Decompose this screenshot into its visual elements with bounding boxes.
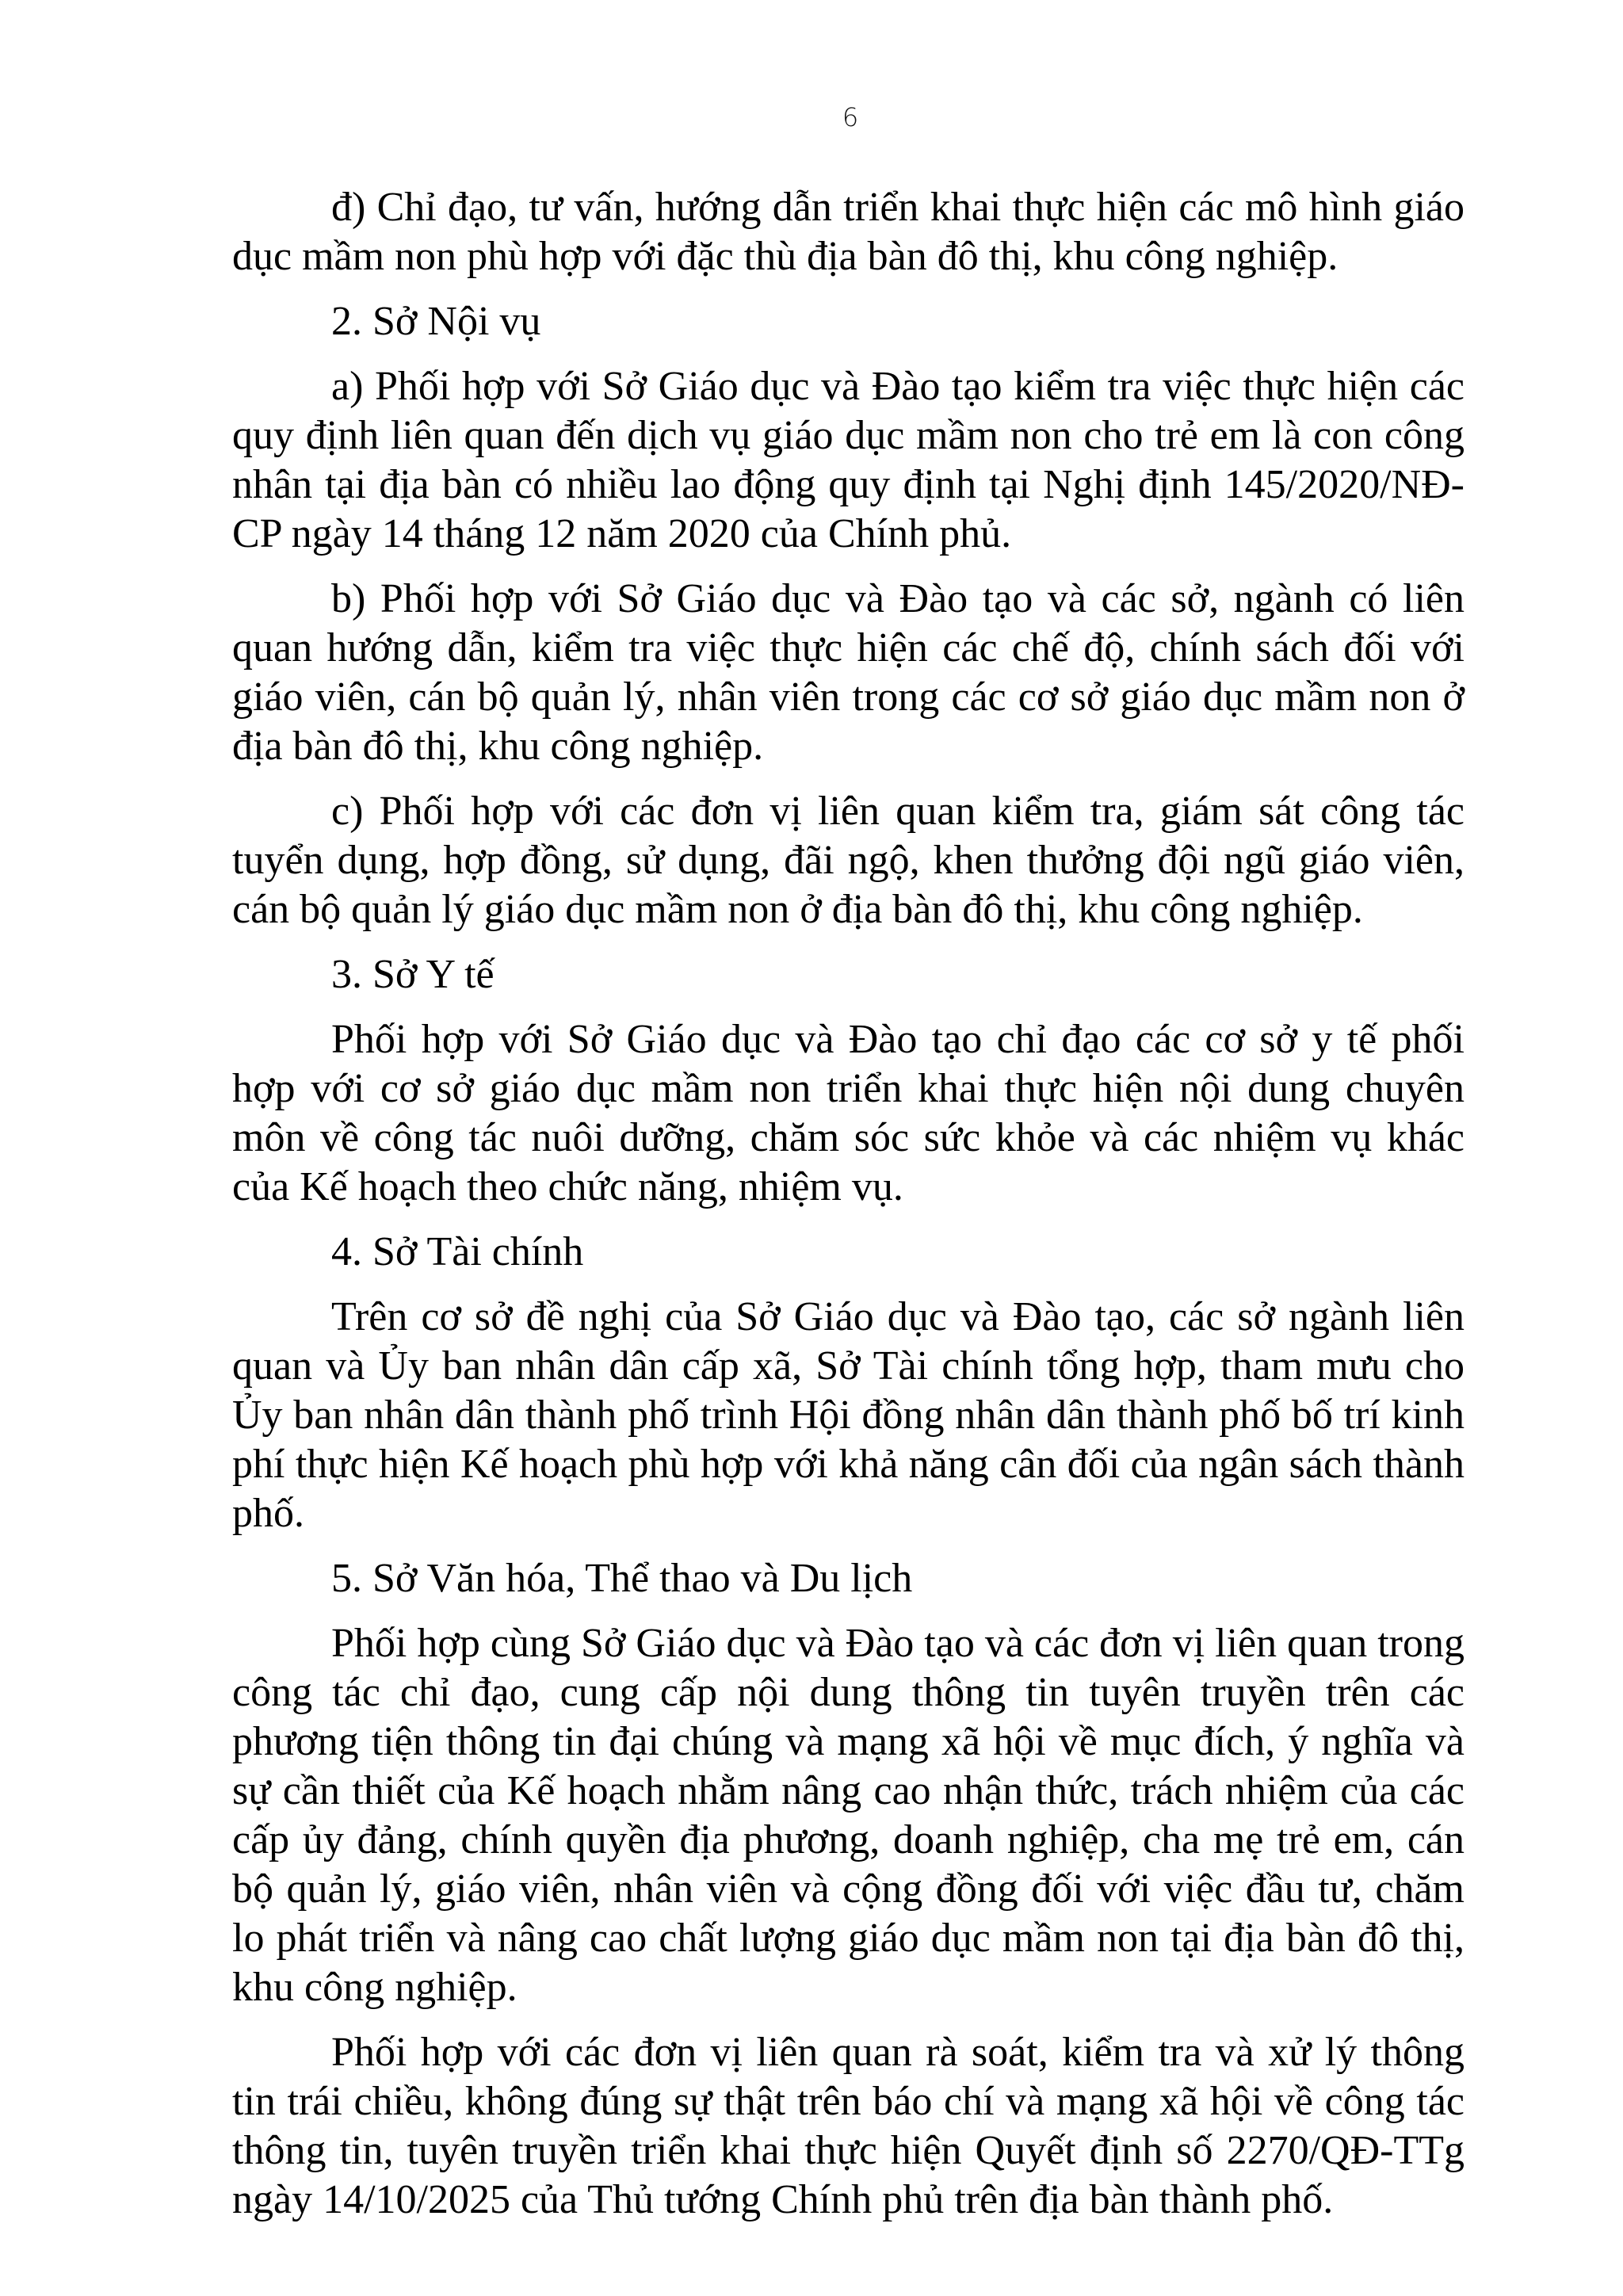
- paragraph-health-coordination: Phối hợp với Sở Giáo dục và Đào tạo chỉ đạo các cơ sở y tế phối hợp với cơ sở giáo dục mầm non triển khai thực hiện nội dung chuyên môn về công tác nuôi dưỡng, chăm sóc sức khỏe và các nhiệm vụ khác của Kế hoạch theo chức năng, nhiệm vụ.: [232, 1017, 1465, 1209]
- page-number: 6: [842, 102, 859, 132]
- section-heading-finance: 4. Sở Tài chính: [331, 1229, 584, 1274]
- paragraph-b-home-affairs-policies: b) Phối hợp với Sở Giáo dục và Đào tạo và các sở, ngành có liên quan hướng dẫn, kiểm tra việc thực hiện các chế độ, chính sách đối với giáo viên, cán bộ quản lý, nhân viên trong các cơ sở giáo dục mầm non ở địa bàn đô thị, khu công nghiệp.: [232, 576, 1465, 769]
- paragraph-culture-misinformation: Phối hợp với các đơn vị liên quan rà soát, kiểm tra và xử lý thông tin trái chiều, không đúng sự thật trên báo chí và mạng xã hội về công tác thông tin, tuyên truyền triển khai thực hiện Quyết định số 2270/QĐ-TTg ngày 14/10/2025 của Thủ tướng Chính phủ trên địa bàn thành phố.: [232, 2030, 1465, 2222]
- document-body: [232, 183, 1465, 2241]
- paragraph-c-home-affairs-recruitment: c) Phối hợp với các đơn vị liên quan kiểm tra, giám sát công tác tuyển dụng, hợp đồng, sử dụng, đãi ngộ, khen thưởng đội ngũ giáo viên, cán bộ quản lý giáo dục mầm non ở địa bàn đô thị, khu công nghiệp.: [232, 789, 1465, 932]
- paragraph-a-home-affairs-inspection: a) Phối hợp với Sở Giáo dục và Đào tạo kiểm tra việc thực hiện các quy định liên quan đến dịch vụ giáo dục mầm non cho trẻ em là con công nhân tại địa bàn có nhiều lao động quy định tại Nghị định 145/2020/NĐ-CP ngày 14 tháng 12 năm 2020 của Chính phủ.: [232, 364, 1465, 556]
- section-heading-health: 3. Sở Y tế: [331, 952, 495, 997]
- section-heading-culture-sports-tourism: 5. Sở Văn hóa, Thể thao và Du lịch: [331, 1556, 913, 1601]
- paragraph-d-guidance-models: đ) Chỉ đạo, tư vấn, hướng dẫn triển khai thực hiện các mô hình giáo dục mầm non phù hợp với đặc thù địa bàn đô thị, khu công nghiệp.: [232, 185, 1465, 279]
- paragraph-finance-budget: Trên cơ sở đề nghị của Sở Giáo dục và Đào tạo, các sở ngành liên quan và Ủy ban nhân dân cấp xã, Sở Tài chính tổng hợp, tham mưu cho Ủy ban nhân dân thành phố trình Hội đồng nhân dân thành phố bố trí kinh phí thực hiện Kế hoạch phù hợp với khả năng cân đối của ngân sách thành phố.: [232, 1294, 1465, 1536]
- paragraph-culture-communication: Phối hợp cùng Sở Giáo dục và Đào tạo và các đơn vị liên quan trong công tác chỉ đạo, cung cấp nội dung thông tin tuyên truyền trên các phương tiện thông tin đại chúng và mạng xã hội về mục đích, ý nghĩa và sự cần thiết của Kế hoạch nhằm nâng cao nhận thức, trách nhiệm của các cấp ủy đảng, chính quyền địa phương, doanh nghiệp, cha mẹ trẻ em, cán bộ quản lý, giáo viên, nhân viên và cộng đồng đối với việc đầu tư, chăm lo phát triển và nâng cao chất lượng giáo dục mầm non tại địa bàn đô thị, khu công nghiệp.: [232, 1621, 1465, 2010]
- section-heading-home-affairs: 2. Sở Nội vụ: [331, 299, 541, 344]
